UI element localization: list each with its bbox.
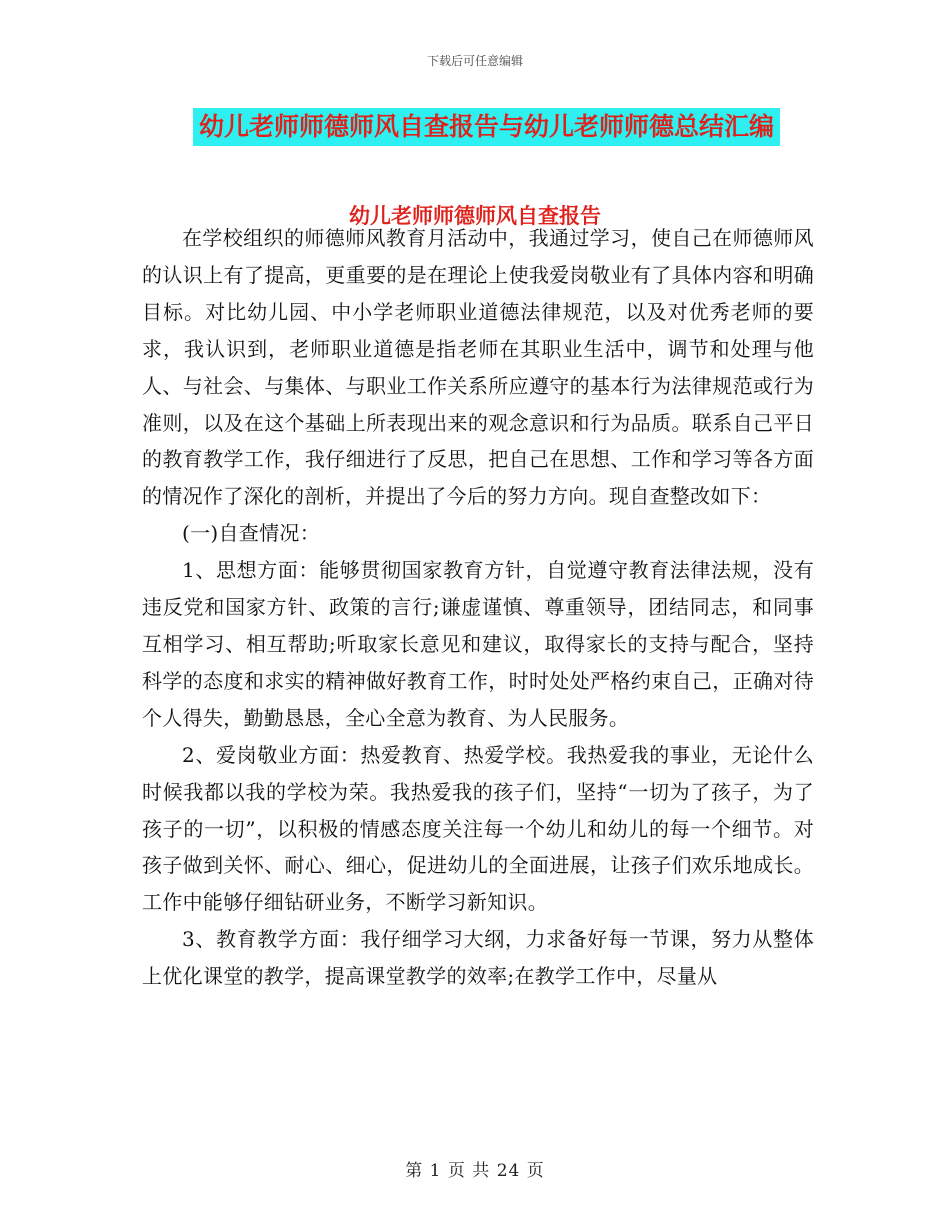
- paragraph-intro: 在学校组织的师德师风教育月活动中，我通过学习，使自己在师德师风的认识上有了提高，更重要的是在理论上使我爱岗敬业有了具体内容和明确目标。对比幼儿园、中小学老师职业道德法律规范，以及对优秀老师的要求，我认识到，老师职业道德是指老师在其职业生活中，调节和处理与他人、与社会、与集体、与职业工作关系所应遵守的基本行为法律规范或行为准则，以及在这个基础上所表现出来的观念意识和行为品质。联系自己平日的教育教学工作，我仔细进行了反思，把自己在思想、工作和学习等各方面的情况作了深化的剖析，并提出了今后的努力方向。现自查整改如下：: [142, 226, 814, 509]
- page-number: 第 1 页 共 24 页: [405, 1161, 545, 1181]
- document-body: [142, 220, 814, 995]
- document-title: 幼儿老师师德师风自查报告与幼儿老师师德总结汇编: [193, 108, 780, 146]
- paragraph-dedication: 2、爱岗敬业方面：热爱教育、热爱学校。我热爱我的事业，无论什么时候我都以我的学校为荣。我热爱我的孩子们，坚持“一切为了孩子，为了孩子的一切”，以积极的情感态度关注每一个幼儿和幼儿的每一个细节。对孩子做到关怀、耐心、细心，促进幼儿的全面进展，让孩子们欢乐地成长。工作中能够仔细钻研业务，不断学习新知识。: [142, 742, 814, 915]
- section-title: 幼儿老师师德师风自查报告: [349, 203, 601, 228]
- header-note: 下载后可任意编辑: [426, 54, 523, 68]
- paragraph-thought: 1、思想方面：能够贯彻国家教育方针，自觉遵守教育法律法规，没有违反党和国家方针、政策的言行;谦虚谨慎、尊重领导，团结同志，和同事互相学习、相互帮助;听取家长意见和建议，取得家长的支持与配合，坚持科学的态度和求实的精神做好教育工作，时时处处严格约束自己，正确对待个人得失，勤勤恳恳，全心全意为教育、为人民服务。: [142, 558, 814, 730]
- paragraph-teaching: 3、教育教学方面：我仔细学习大纲，力求备好每一节课，努力从整体上优化课堂的教学，提高课堂教学的效率;在教学工作中，尽量从: [142, 927, 814, 989]
- paragraph-self-check-heading: (一)自查情况：: [182, 521, 321, 546]
